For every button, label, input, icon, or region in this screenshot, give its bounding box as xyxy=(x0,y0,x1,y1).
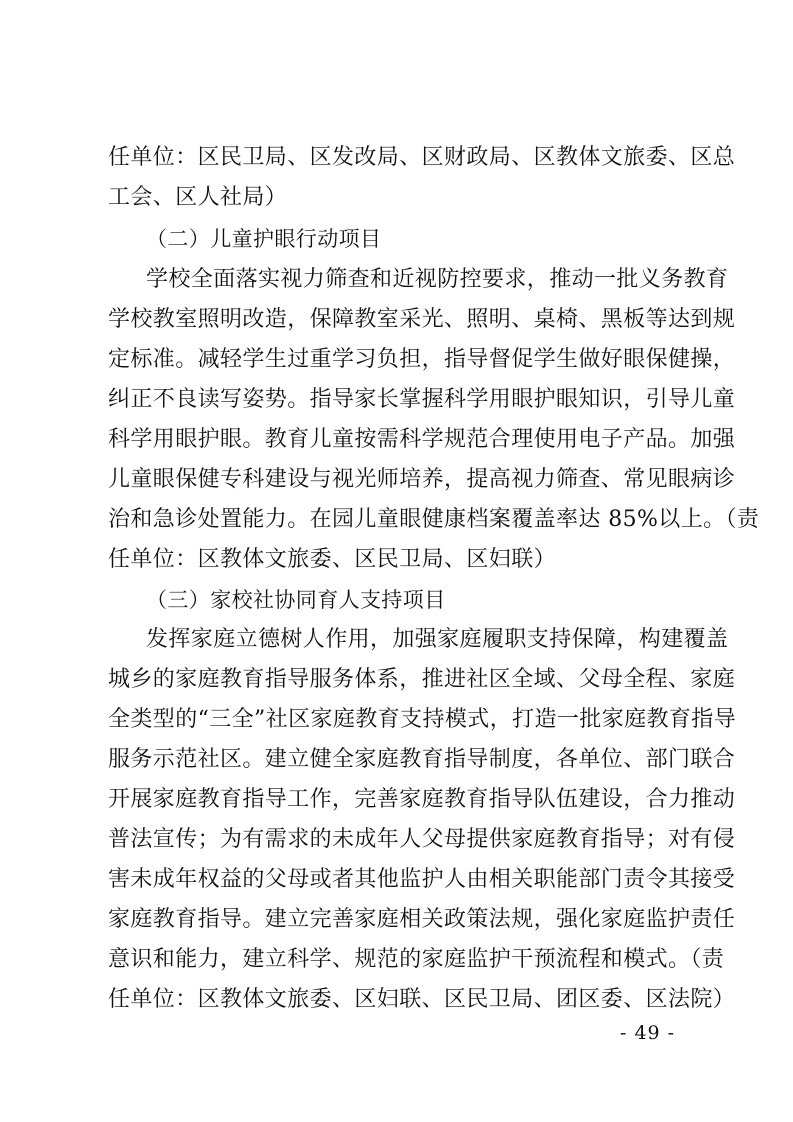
paragraph-line: 发挥家庭立德树人作用，加强家庭履职支持保障，构建覆盖 xyxy=(146,627,729,652)
paragraph-line: 科学用眼护眼。教育儿童按需科学规范合理使用电子产品。加强 xyxy=(108,427,736,452)
paragraph-line: 全类型的“三全”社区家庭教育支持模式，打造一批家庭教育指导 xyxy=(108,707,737,732)
paragraph-line: 纠正不良读写姿势。指导家长掌握科学用眼护眼知识，引导儿童 xyxy=(108,387,736,412)
paragraph-line: 服务示范社区。建立健全家庭教育指导制度，各单位、部门联合 xyxy=(108,747,736,772)
paragraph-line: 任单位：区民卫局、区发改局、区财政局、区教体文旅委、区总 xyxy=(108,145,736,170)
section-heading: （二）儿童护眼行动项目 xyxy=(146,227,382,251)
paragraph-line: 害未成年权益的父母或者其他监护人由相关职能部门责令其接受 xyxy=(108,867,736,892)
paragraph-line: 城乡的家庭教育指导服务体系，推进社区全域、父母全程、家庭 xyxy=(108,667,736,692)
paragraph-line: 工会、区人社局） xyxy=(108,185,288,210)
paragraph-line: 意识和能力，建立科学、规范的家庭监护干预流程和模式。（责 xyxy=(108,947,725,972)
page-number: - 49 - xyxy=(620,1022,676,1044)
paragraph-line: 普法宣传；为有需求的未成年人父母提供家庭教育指导；对有侵 xyxy=(108,827,736,852)
paragraph-line: 儿童眼保健专科建设与视光师培养，提高视力筛查、常见眼病诊 xyxy=(108,467,736,492)
paragraph-line: 开展家庭教育指导工作，完善家庭教育指导队伍建设，合力推动 xyxy=(108,787,736,812)
paragraph-line: 任单位：区教体文旅委、区民卫局、区妇联） xyxy=(108,547,557,572)
paragraph-line: 定标准。减轻学生过重学习负担，指导督促学生做好眼保健操， xyxy=(108,347,736,372)
paragraph-line: 学校全面落实视力筛查和近视防控要求，推动一批义务教育 xyxy=(146,267,729,292)
paragraph-line: 治和急诊处置能力。在园儿童眼健康档案覆盖率达 85%以上。（责 xyxy=(108,507,760,532)
paragraph-line: 家庭教育指导。建立完善家庭相关政策法规，强化家庭监护责任 xyxy=(108,907,736,932)
paragraph-line: 任单位：区教体文旅委、区妇联、区民卫局、团区委、区法院） xyxy=(108,987,736,1012)
paragraph-line: 学校教室照明改造，保障教室采光、照明、桌椅、黑板等达到规 xyxy=(108,307,736,332)
section-heading: （三）家校社协同育人支持项目 xyxy=(146,588,446,612)
